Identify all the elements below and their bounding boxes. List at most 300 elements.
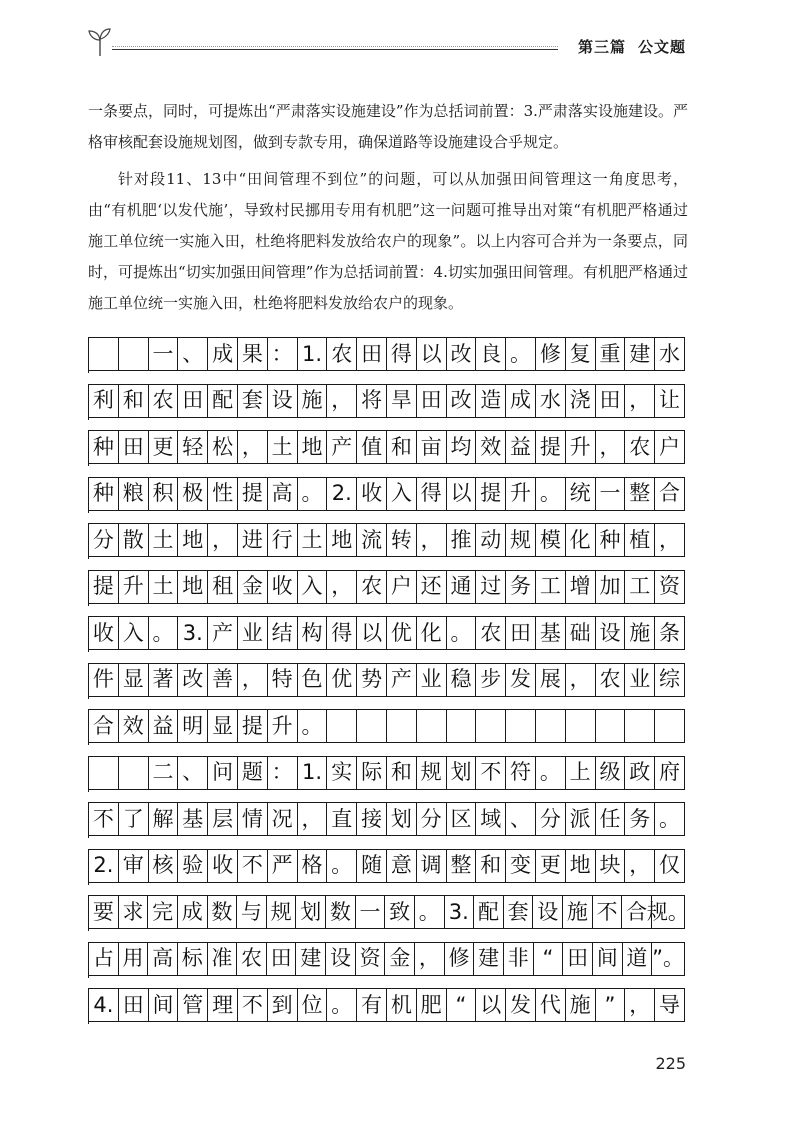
grid-cell: 产 [387,663,417,697]
grid-cell: 田 [417,384,447,418]
grid-cell: 地 [327,523,357,557]
grid-cell: 套 [238,384,268,418]
grid-cell [387,709,417,743]
prose-block [88,96,688,319]
grid-cell: 势 [357,663,387,697]
grid-cell: 得 [387,337,417,371]
grid-cell: 设 [326,942,356,976]
grid-cell: 规。 [652,895,685,929]
grid-row [88,849,685,885]
part-label: 第三篇 [577,38,626,56]
grid-cell: 复 [566,337,596,371]
grid-cell: 加 [596,570,626,604]
grid-row [88,988,685,1024]
grid-cell: 良 [476,337,506,371]
grid-cell: 仅 [655,849,685,883]
grid-cell: 要 [89,895,119,929]
grid-cell [357,709,387,743]
grid-cell: 户 [387,570,417,604]
grid-cell: 业 [417,663,447,697]
grid-cell: 还 [417,570,447,604]
grid-cell: 土 [268,430,298,464]
grid-cell: 以 [447,477,477,511]
grid-row [88,942,685,978]
grid-cell: 成 [506,384,536,418]
grid-cell: 模 [536,523,566,557]
grid-cell: 完 [148,895,178,929]
grid-cell: 高 [148,942,178,976]
grid-cell: 间 [149,988,179,1022]
grid-cell: 展 [536,663,566,697]
grid-cell: 施 [563,895,593,929]
grid-cell: 二 [149,756,179,790]
grid-cell [327,709,357,743]
grid-cell: 不 [238,988,268,1022]
grid-cell: 资 [356,942,386,976]
grid-cell: 础 [566,616,596,650]
grid-cell: 。 [536,477,566,511]
grid-cell: 域 [476,802,506,836]
grid-cell: 求 [119,895,149,929]
grid-cell: ， [566,663,596,697]
grid-cell: 情 [238,802,268,836]
grid-cell: 3. [445,895,475,929]
grid-row [88,663,685,699]
grid-cell: 更 [536,849,566,883]
grid-cell: 务 [625,802,655,836]
grid-cell: 农 [357,570,387,604]
grid-cell: 府 [655,756,685,790]
grid-cell: 流 [357,523,387,557]
grid-cell: 一 [596,477,626,511]
grid-cell: 土 [149,570,179,604]
grid-cell: 散 [119,523,149,557]
grid-cell: 间 [593,942,623,976]
grid-cell: 金 [385,942,415,976]
grid-cell: 水 [536,384,566,418]
grid-cell: 合 [622,895,652,929]
grid-cell: ， [327,570,357,604]
grid-cell: 规 [267,895,297,929]
grid-row [88,523,685,559]
grid-cell: 极 [178,477,208,511]
grid-cell: 设 [268,384,298,418]
sprout-icon [86,26,114,58]
grid-cell: 占 [89,942,119,976]
grid-cell: 规 [506,523,536,557]
grid-cell: 况 [268,802,298,836]
grid-cell: 整 [447,849,477,883]
grid-cell [476,709,506,743]
grid-row [88,802,685,838]
grid-cell: 问 [208,756,238,790]
grid-cell: 种 [596,523,626,557]
grid-cell: 提 [89,570,119,604]
grid-cell: 地 [298,430,328,464]
grid-cell: 益 [149,709,179,743]
grid-cell: 业 [238,616,268,650]
grid-cell: 稳 [447,663,477,697]
grid-cell: 任 [596,802,626,836]
grid-cell: 水 [655,337,685,371]
grid-cell: 和 [119,384,149,418]
grid-cell: 地 [178,570,208,604]
grid-cell [89,756,119,790]
grid-cell: 。 [327,849,357,883]
grid-cell [417,709,447,743]
grid-cell: 积 [149,477,179,511]
grid-cell: 派 [566,802,596,836]
grid-cell: 化 [417,616,447,650]
grid-cell: 入 [298,570,328,604]
page-number: 225 [655,1054,686,1073]
grid-cell: 和 [387,430,417,464]
grid-cell: 农 [476,616,506,650]
grid-cell: 优 [327,663,357,697]
grid-cell: 工 [625,570,655,604]
grid-cell: 。 [506,337,536,371]
grid-cell: 产 [327,430,357,464]
grid-cell: 分 [417,802,447,836]
grid-cell: 收 [208,849,238,883]
grid-cell: 农 [149,384,179,418]
grid-cell: 资 [655,570,685,604]
grid-cell: 基 [536,616,566,650]
grid-cell: 理 [208,988,238,1022]
grid-cell: 种 [89,477,119,511]
grid-cell: 接 [357,802,387,836]
grid-cell: 过 [476,570,506,604]
grid-cell: 进 [238,523,268,557]
grid-cell: 特 [268,663,298,697]
grid-cell: 和 [387,756,417,790]
grid-cell: 金 [238,570,268,604]
grid-cell: 。 [298,477,328,511]
grid-cell: 善 [208,663,238,697]
grid-cell: “ [447,988,477,1022]
grid-cell: 提 [476,477,506,511]
grid-row [88,430,685,466]
grid-cell: 建 [296,942,326,976]
grid-cell: 题 [238,756,268,790]
grid-cell: 合 [655,477,685,511]
grid-cell: ， [625,988,655,1022]
grid-cell: 田 [119,988,149,1022]
grid-cell: 。 [655,802,685,836]
grid-cell [89,337,119,371]
grid-cell: 随 [357,849,387,883]
grid-cell: 不 [476,756,506,790]
grid-cell: 田 [119,430,149,464]
grid-cell: 不 [593,895,623,929]
grid-cell: 2. [89,849,119,883]
grid-cell: 显 [119,663,149,697]
grid-cell: 。 [415,895,445,929]
grid-row [88,384,685,420]
grid-cell: 效 [476,430,506,464]
grid-row [88,895,689,931]
grid-cell: 。 [447,616,477,650]
grid-cell: 代 [536,988,566,1022]
grid-cell [506,709,536,743]
grid-cell: 土 [149,523,179,557]
grid-cell: 4. [89,988,119,1022]
grid-cell: 准 [208,942,238,976]
grid-cell: 户 [655,430,685,464]
grid-cell: 和 [476,849,506,883]
prose-paragraph: 针对段11、13中“田间管理不到位”的问题，可以从加强田间管理这一角度思考，由“有机肥‘以发代施’，导致村民挪用专用有机肥”这一问题可推导出对策“有机肥严格通过施工单位统一实施入田，杜绝将肥料发放给农户的现象”。以上内容可合并为一条要点，同时，可提炼出“切实加强田间管理”作为总括词前置：4.切实加强田间管理。有机肥严格通过施工单位统一实施入田，杜绝将肥料发放给农户的现象。 [88,170,688,312]
chapter-label: 公文题 [637,38,686,56]
grid-cell: 管 [178,988,208,1022]
grid-cell: 2. [327,477,357,511]
grid-cell: ， [208,523,238,557]
grid-cell: 施 [625,616,655,650]
grid-cell: 一 [149,337,179,371]
grid-cell: 升 [119,570,149,604]
grid-cell: 租 [208,570,238,604]
grid-cell: 更 [149,430,179,464]
grid-cell: 著 [149,663,179,697]
grid-cell [119,756,149,790]
grid-cell: 1. [298,756,328,790]
grid-cell: ， [238,663,268,697]
grid-cell: 高 [268,477,298,511]
grid-row [88,570,685,606]
grid-cell: 色 [298,663,328,697]
grid-cell: 田 [267,942,297,976]
grid-cell: 行 [268,523,298,557]
grid-cell: 变 [506,849,536,883]
grid-cell: 转 [387,523,417,557]
grid-cell: 以 [417,337,447,371]
grid-cell: 设 [533,895,563,929]
grid-cell: 步 [476,663,506,697]
grid-cell: 块 [596,849,626,883]
grid-cell: 解 [149,802,179,836]
grid-cell: 配 [208,384,238,418]
grid-cell: 旱 [387,384,417,418]
grid-cell: 数 [326,895,356,929]
grid-cell: 优 [387,616,417,650]
grid-cell: ， [625,384,655,418]
grid-cell: 非 [504,942,534,976]
grid-cell: 轻 [178,430,208,464]
grid-cell: 。 [298,709,328,743]
grid-cell: 收 [268,570,298,604]
grid-cell: 益 [506,430,536,464]
grid-cell: ， [625,849,655,883]
section-title [566,36,686,57]
grid-cell: 发 [506,988,536,1022]
grid-cell: 收 [357,477,387,511]
grid-cell: 有 [357,988,387,1022]
grid-cell [625,709,655,743]
grid-cell: ： [268,337,298,371]
grid-cell: 地 [566,849,596,883]
grid-cell: 审 [119,849,149,883]
grid-cell: 件 [89,663,119,697]
page-header [86,24,686,64]
grid-cell: 推 [447,523,477,557]
grid-cell: 格 [298,849,328,883]
grid-cell: 显 [208,709,238,743]
grid-cell: 重 [596,337,626,371]
grid-cell: 改 [447,384,477,418]
grid-cell: 通 [447,570,477,604]
grid-cell: 务 [506,570,536,604]
grid-cell: 升 [566,430,596,464]
grid-cell: 修 [536,337,566,371]
grid-cell [447,709,477,743]
grid-cell: 成 [178,895,208,929]
grid-row [88,337,685,373]
grid-cell: 施 [566,988,596,1022]
grid-cell: 让 [655,384,685,418]
grid-cell: 土 [298,523,328,557]
grid-cell: ： [268,756,298,790]
grid-cell: 业 [625,663,655,697]
grid-cell: 提 [536,430,566,464]
grid-cell: 建 [625,337,655,371]
grid-cell: 级 [596,756,626,790]
grid-cell: 果 [238,337,268,371]
grid-cell: 。 [327,988,357,1022]
grid-cell: 划 [296,895,326,929]
grid-cell: 与 [237,895,267,929]
grid-cell: 了 [119,802,149,836]
grid-cell: 入 [387,477,417,511]
grid-cell: ， [298,802,328,836]
grid-cell: 田 [506,616,536,650]
grid-cell: 1. [298,337,328,371]
grid-cell: ， [655,523,685,557]
grid-cell: 上 [566,756,596,790]
grid-cell: 建 [474,942,504,976]
prose-paragraph: 一条要点，同时，可提炼出“严肃落实设施建设”作为总括词前置：3.严肃落实设施建设。严格审核配套设施规划图，做到专款专用，确保道路等设施建设合乎规定。 [88,102,688,151]
grid-cell: 均 [447,430,477,464]
grid-cell: 地 [178,523,208,557]
grid-cell: 、 [506,802,536,836]
grid-cell: 升 [268,709,298,743]
grid-cell [596,709,626,743]
grid-cell: 、 [178,337,208,371]
grid-cell: 统 [566,477,596,511]
grid-cell: 入 [119,616,149,650]
grid-cell: 松 [208,430,238,464]
grid-cell: 收 [89,616,119,650]
grid-cell: 动 [476,523,506,557]
grid-cell: 效 [119,709,149,743]
grid-cell: 规 [417,756,447,790]
grid-cell: 成 [208,337,238,371]
grid-cell: 化 [566,523,596,557]
grid-cell: 浇 [566,384,596,418]
grid-cell: 亩 [417,430,447,464]
grid-cell: 标 [178,942,208,976]
grid-cell: 结 [268,616,298,650]
grid-cell: 机 [387,988,417,1022]
grid-cell: 农 [625,430,655,464]
grid-cell: 。 [149,616,179,650]
grid-cell: 核 [149,849,179,883]
grid-cell: 致 [385,895,415,929]
grid-cell: 直 [327,802,357,836]
grid-cell: 不 [89,802,119,836]
grid-cell: ， [415,942,445,976]
grid-cell: 田 [357,337,387,371]
grid-cell: 性 [208,477,238,511]
grid-cell: 位 [298,988,328,1022]
grid-cell: 明 [178,709,208,743]
grid-cell [536,709,566,743]
grid-cell: 区 [447,802,477,836]
grid-cell: 田 [563,942,593,976]
grid-cell: 利 [89,384,119,418]
grid-cell: 农 [237,942,267,976]
grid-cell: 符 [506,756,536,790]
grid-cell: 条 [655,616,685,650]
grid-cell: 分 [89,523,119,557]
grid-cell: 导 [655,988,685,1022]
grid-cell: 用 [119,942,149,976]
grid-row [88,756,685,792]
grid-cell: ， [327,384,357,418]
grid-cell: 植 [625,523,655,557]
grid-cell: 改 [178,663,208,697]
grid-cell: 数 [208,895,238,929]
grid-cell: 设 [596,616,626,650]
grid-cell: 造 [476,384,506,418]
grid-cell: 调 [417,849,447,883]
grid-cell: 验 [178,849,208,883]
grid-cell: 严 [268,849,298,883]
grid-cell: 以 [357,616,387,650]
grid-cell: 粮 [119,477,149,511]
grid-cell: ， [417,523,447,557]
grid-cell: 种 [89,430,119,464]
grid-row [88,616,685,652]
grid-cell: 道 [623,942,653,976]
grid-cell: 肥 [417,988,447,1022]
grid-cell: 得 [417,477,447,511]
grid-cell: 配 [474,895,504,929]
grid-cell: 田 [596,384,626,418]
grid-cell: ， [596,430,626,464]
grid-cell: 际 [357,756,387,790]
grid-cell: 划 [387,802,417,836]
grid-cell: 产 [208,616,238,650]
grid-cell: 基 [178,802,208,836]
grid-cell: 以 [476,988,506,1022]
grid-cell: 套 [504,895,534,929]
grid-cell: 综 [655,663,685,697]
grid-cell: 农 [327,337,357,371]
grid-cell: 到 [268,988,298,1022]
grid-cell: 发 [506,663,536,697]
grid-row [88,709,685,745]
grid-cell: 实 [327,756,357,790]
grid-cell: ” [596,988,626,1022]
grid-cell: 提 [238,477,268,511]
grid-cell: 田 [178,384,208,418]
grid-cell: “ [534,942,564,976]
grid-cell [655,709,685,743]
grid-cell: 施 [298,384,328,418]
grid-cell: 工 [536,570,566,604]
grid-cell: 修 [445,942,475,976]
grid-cell [119,337,149,371]
grid-cell: 划 [447,756,477,790]
